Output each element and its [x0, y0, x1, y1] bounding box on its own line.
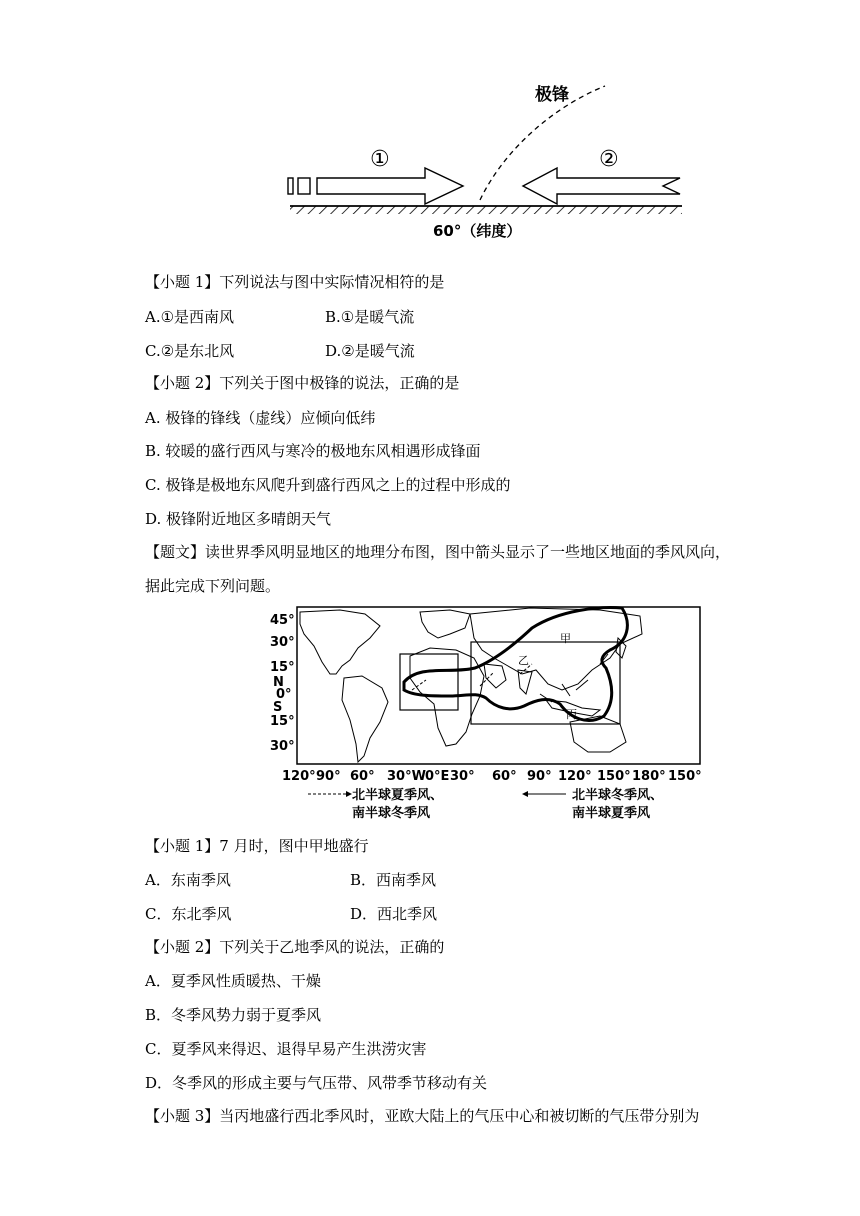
q3-option-a[interactable]: A．东南季风	[145, 871, 231, 889]
lat-label: 30°	[270, 635, 295, 650]
lon-label: 0°E	[425, 769, 450, 784]
q2-option-a[interactable]: A. 极锋的锋线（虚线）应倾向低纬	[145, 409, 376, 427]
q2-option-d[interactable]: D. 极锋附近地区多晴朗天气	[145, 510, 332, 528]
svg-text:南半球冬季风: 南半球冬季风	[352, 806, 431, 821]
q2-title: 【小题 2】下列关于图中极锋的说法，正确的是	[145, 374, 460, 392]
arrow1-label: ①	[370, 147, 390, 172]
q1-title: 【小题 1】下列说法与图中实际情况相符的是	[145, 273, 445, 291]
q1-option-c[interactable]: C.②是东北风	[145, 342, 235, 360]
arrow2	[523, 168, 680, 204]
label-yi: 乙	[518, 654, 529, 667]
q3-option-b[interactable]: B．西南季风	[350, 871, 437, 889]
q2-option-c[interactable]: C. 极锋是极地东风爬升到盛行西风之上的过程中形成的	[145, 476, 511, 494]
q4-option-a[interactable]: A．夏季风性质暖热、干燥	[145, 972, 321, 990]
q3-option-d[interactable]: D．西北季风	[350, 905, 438, 923]
label-jia: 甲	[560, 632, 571, 645]
q3-title: 【小题 1】7 月时，图中甲地盛行	[145, 837, 369, 855]
q1-option-a[interactable]: A.①是西南风	[145, 308, 235, 326]
q5-title: 【小题 3】当丙地盛行西北季风时，亚欧大陆上的气压中心和被切断的气压带分别为	[145, 1107, 700, 1125]
q3-row1	[145, 870, 437, 890]
monsoon-map	[270, 604, 710, 826]
svg-text:南半球夏季风: 南半球夏季风	[572, 806, 651, 821]
polar-front-diagram	[285, 78, 695, 243]
legend-dashed	[308, 787, 443, 821]
lon-label: 60°	[492, 769, 517, 784]
lat-label: 0°	[276, 687, 292, 702]
svg-text:北半球夏季风、: 北半球夏季风、	[352, 788, 444, 803]
label-bing: 丙	[566, 708, 577, 721]
q4-option-b[interactable]: B．冬季风势力弱于夏季风	[145, 1006, 322, 1024]
lat-label: 15°	[270, 660, 295, 675]
q4-option-c[interactable]: C．夏季风来得迟、退得早易产生洪涝灾害	[145, 1040, 427, 1058]
latitude-label: 60°（纬度）	[433, 222, 522, 240]
lon-label: 150°	[668, 769, 702, 784]
lon-label: 120°	[282, 769, 316, 784]
lat-label: 15°	[270, 714, 295, 729]
svg-text:北半球冬季风、: 北半球冬季风、	[572, 788, 664, 803]
lon-label: 180°	[632, 769, 666, 784]
q1-option-b[interactable]: B.①是暖气流	[325, 308, 415, 326]
q2-option-b[interactable]: B. 较暖的盛行西风与寒冷的极地东风相遇形成锋面	[145, 442, 481, 460]
lon-label: 30°W	[387, 769, 426, 784]
front-label: 极锋	[535, 85, 569, 105]
lon-label: 90°	[527, 769, 552, 784]
lon-label: 60°	[350, 769, 375, 784]
q1-row1	[145, 307, 415, 327]
stem-line1: 【题文】读世界季风明显地区的地理分布图，图中箭头显示了一些地区地面的季风风向，	[145, 543, 731, 561]
q4-option-d[interactable]: D．冬季风的形成主要与气压带、风带季节移动有关	[145, 1074, 488, 1092]
arrow2-label: ②	[599, 147, 619, 172]
stem-line2: 据此完成下列问题。	[145, 577, 281, 595]
q3-row2	[145, 904, 438, 924]
lat-label: S	[273, 700, 283, 715]
lon-label: 90°	[316, 769, 341, 784]
lon-label: 30°	[450, 769, 475, 784]
legend-solid	[522, 787, 663, 821]
lon-label: 150°	[597, 769, 631, 784]
q1-option-d[interactable]: D.②是暖气流	[325, 342, 415, 360]
arrow1	[288, 168, 463, 204]
q3-option-c[interactable]: C．东北季风	[145, 905, 232, 923]
q1-row2	[145, 341, 415, 361]
q4-title: 【小题 2】下列关于乙地季风的说法，正确的	[145, 938, 445, 956]
lat-label: N	[273, 675, 284, 690]
lat-label: 45°	[270, 613, 295, 628]
lat-label: 30°	[270, 739, 295, 754]
lon-label: 120°	[558, 769, 592, 784]
